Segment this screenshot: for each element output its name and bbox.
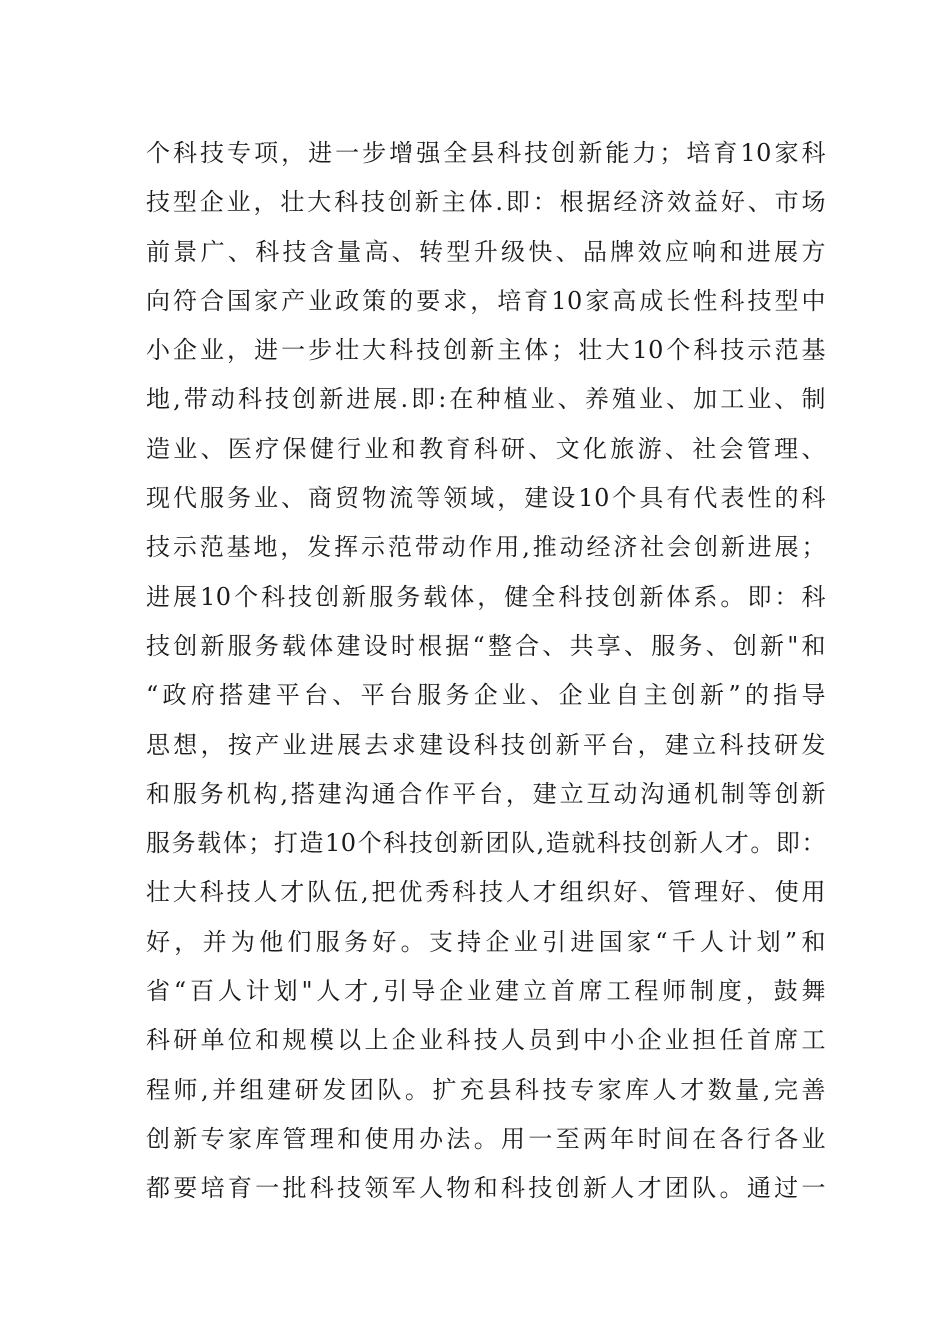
text-line-16: 壮大科技人才队伍,把优秀科技人才组织好、管理好、使用 [146,878,826,907]
text-line-14: 和服务机构,搭建沟通合作平台，建立互动沟通机制等创新 [146,779,826,808]
text-line-1: 个科技专项，进一步增强全县科技创新能力；培育10家科 [146,139,826,167]
text-line-10: 进展10个科技创新服务载体，健全科技创新体系。即：科 [146,582,826,611]
text-line-11: 技创新服务载体建设时根据“整合、共享、服务、创新"和 [146,631,826,660]
text-line-19: 科研单位和规模以上企业科技人员到中小企业担任首席工 [146,1026,826,1055]
text-line-22: 都要培育一批科技领军人物和科技创新人才团队。通过一 [146,1174,826,1203]
text-line-7: 造业、医疗保健行业和教育科研、文化旅游、社会管理、 [146,434,826,463]
text-line-20: 程师,并组建研发团队。扩充县科技专家库人才数量,完善 [146,1075,826,1104]
text-line-18: 省“百人计划"人才,引导企业建立首席工程师制度，鼓舞 [146,977,826,1006]
text-line-9: 技示范基地，发挥示范带动作用,推动经济社会创新进展； [146,533,826,562]
text-line-4: 向符合国家产业政策的要求，培育10家高成长性科技型中 [146,286,826,315]
text-line-17: 好，并为他们服务好。支持企业引进国家“千人计划”和 [146,927,826,956]
text-line-2: 技型企业，壮大科技创新主体.即：根据经济效益好、市场 [146,188,826,217]
text-line-21: 创新专家库管理和使用办法。用一至两年时间在各行各业 [146,1124,826,1153]
text-line-12: “政府搭建平台、平台服务企业、企业自主创新”的指导 [146,681,826,710]
text-line-3: 前景广、科技含量高、转型升级快、品牌效应响和进展方 [146,237,826,266]
text-line-5: 小企业，进一步壮大科技创新主体；壮大10个科技示范基 [146,336,826,365]
text-line-15: 服务载体；打造10个科技创新团队,造就科技创新人才。即： [146,829,826,858]
body-text [146,129,826,1214]
text-line-13: 思想，按产业进展去求建设科技创新平台，建立科技研发 [146,730,826,759]
text-line-8: 现代服务业、商贸物流等领域，建设10个具有代表性的科 [146,484,826,513]
text-line-6: 地,带动科技创新进展.即:在种植业、养殖业、加工业、制 [146,385,826,414]
